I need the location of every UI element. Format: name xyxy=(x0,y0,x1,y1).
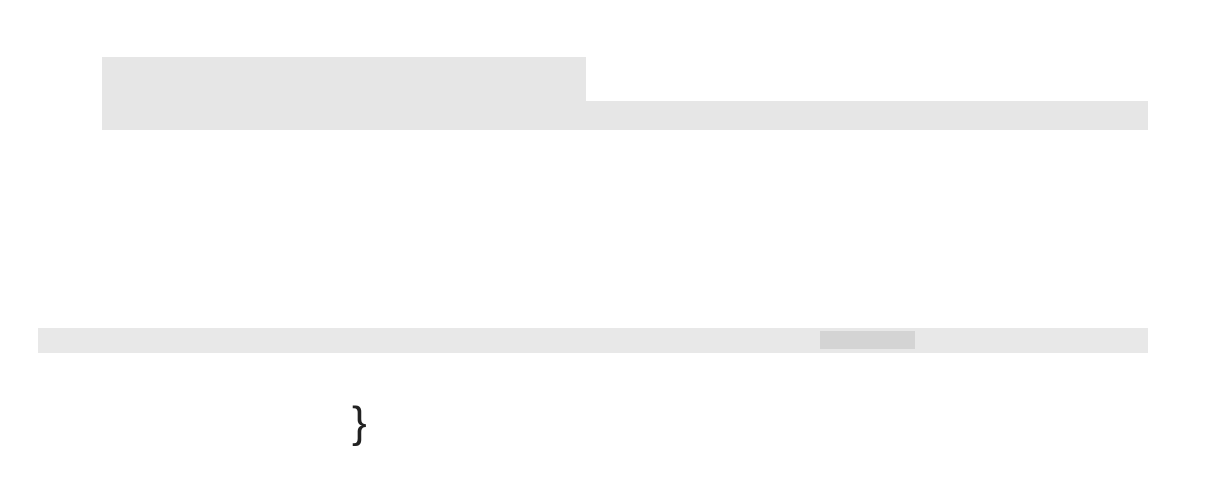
bottom-bar xyxy=(38,328,1148,353)
brace-icon: } xyxy=(352,398,367,447)
bottom-bar-highlight xyxy=(820,331,915,349)
